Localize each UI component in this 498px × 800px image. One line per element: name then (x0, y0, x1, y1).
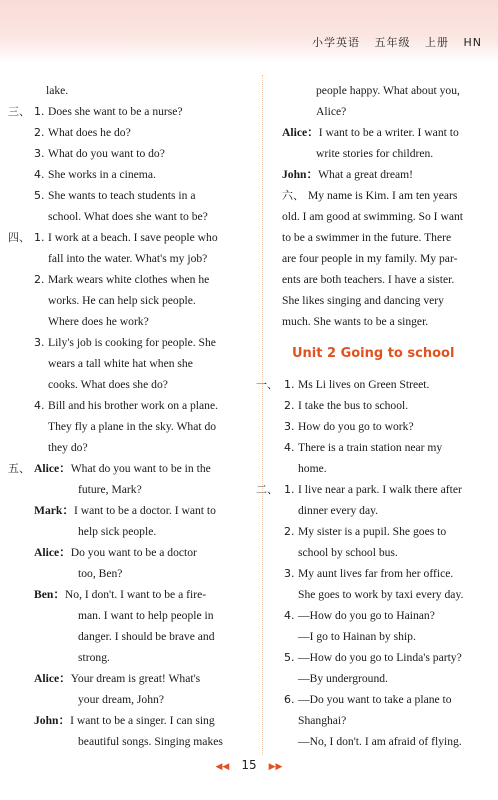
speaker-label: Alice： (34, 672, 71, 685)
item-number: 5. (284, 651, 295, 664)
item-number: 1. (284, 483, 295, 496)
next-arrows-icon: ▶▶ (268, 761, 283, 771)
text-line (8, 248, 244, 269)
text-line (282, 437, 490, 458)
line-text: school. What does she want to be? (48, 210, 208, 223)
text-line (8, 437, 244, 458)
text-line (282, 290, 490, 311)
page-footer (0, 756, 498, 774)
text-line (8, 563, 244, 584)
line-text: danger. I should be brave and (78, 630, 215, 643)
line-text: to be a swimmer in the future. There (282, 231, 452, 244)
item-number: 1. (34, 105, 45, 118)
item-number: 3. (284, 420, 295, 433)
header-subject: 小学英语 (312, 36, 360, 49)
line-text: wears a tall white hat when she (48, 357, 193, 370)
line-text: I want to be a writer. I want to (318, 126, 459, 139)
item-number: 4. (34, 399, 45, 412)
text-line (282, 122, 490, 143)
text-line (282, 269, 490, 290)
line-text: school by school bus. (298, 546, 398, 559)
header-text (302, 34, 482, 50)
item-number: 1. (34, 231, 45, 244)
line-text: man. I want to help people in (78, 609, 214, 622)
text-line (8, 500, 244, 521)
item-number: 1. (284, 378, 295, 391)
text-line (8, 122, 244, 143)
speaker-label: Mark： (34, 504, 74, 517)
line-text: ents are both teachers. I have a sister. (282, 273, 455, 286)
speaker-label: John： (282, 168, 319, 181)
text-line (8, 206, 244, 227)
line-text: —How do you go to Hainan? (298, 609, 435, 622)
item-number: 2. (284, 399, 295, 412)
section-marker: 三、 (8, 105, 30, 118)
line-text: Alice? (316, 105, 347, 118)
line-text: Does she want to be a nurse? (48, 105, 183, 118)
section-marker: 四、 (8, 231, 30, 244)
text-line (282, 689, 490, 710)
line-text: works. He can help sick people. (48, 294, 196, 307)
right-column (256, 80, 490, 752)
line-text: She goes to work by taxi every day. (298, 588, 464, 601)
line-text: home. (298, 462, 327, 475)
item-number: 4. (34, 168, 45, 181)
text-line (8, 731, 244, 752)
text-line (8, 416, 244, 437)
text-line (282, 164, 490, 185)
prev-arrows-icon: ◀◀ (215, 761, 230, 771)
page-number: 15 (241, 758, 257, 772)
line-text: She works in a cinema. (48, 168, 156, 181)
text-line (8, 143, 244, 164)
line-text: I want to be a singer. I can sing (70, 714, 215, 727)
line-text: are four people in my family. My par- (282, 252, 458, 265)
text-line (282, 416, 490, 437)
text-line (282, 143, 490, 164)
text-line (282, 185, 490, 206)
text-line (8, 101, 244, 122)
text-line (8, 521, 244, 542)
item-number: 3. (34, 147, 45, 160)
line-text: Your dream is great! What's (70, 672, 201, 685)
header-edition: HN (463, 36, 482, 49)
line-text: write stories for children. (316, 147, 434, 160)
text-line (8, 710, 244, 731)
text-line (282, 311, 490, 332)
line-text: people happy. What about you, (316, 84, 460, 97)
item-number: 2. (34, 126, 45, 139)
line-text: —By underground. (298, 672, 388, 685)
line-text: I want to be a doctor. I want to (73, 504, 216, 517)
text-line (8, 647, 244, 668)
text-line (8, 542, 244, 563)
line-text: How do you go to work? (298, 420, 414, 433)
text-line (8, 290, 244, 311)
line-text: My name is Kim. I am ten years (308, 189, 458, 202)
line-text: Shanghai? (298, 714, 347, 727)
text-line (282, 626, 490, 647)
item-number: 2. (284, 525, 295, 538)
text-line (282, 248, 490, 269)
line-text: Do you want to be a doctor (70, 546, 197, 559)
item-number: 3. (34, 336, 45, 349)
item-number: 3. (284, 567, 295, 580)
text-line (282, 731, 490, 752)
text-line (282, 500, 490, 521)
text-line (8, 332, 244, 353)
right-column-top (282, 80, 490, 332)
line-text: My sister is a pupil. She goes to (298, 525, 447, 538)
speaker-label: Alice： (282, 126, 319, 139)
text-line (282, 542, 490, 563)
line-text: strong. (78, 651, 110, 664)
page-header (0, 0, 498, 62)
line-text: They fly a plane in the sky. What do (48, 420, 217, 433)
line-text: fall into the water. What's my job? (48, 252, 208, 265)
text-line (8, 605, 244, 626)
line-text: I take the bus to school. (298, 399, 409, 412)
item-number: 6. (284, 693, 295, 706)
text-line (282, 458, 490, 479)
line-text: much. She wants to be a singer. (282, 315, 429, 328)
line-text: lake. (46, 84, 69, 97)
text-line (282, 101, 490, 122)
text-line (256, 374, 490, 395)
line-text: your dream, John? (78, 693, 164, 706)
speaker-label: John： (34, 714, 71, 727)
left-column (8, 80, 244, 752)
line-text: No, I don't. I want to be a fire- (64, 588, 207, 601)
text-line (8, 227, 244, 248)
line-text: they do? (48, 441, 88, 454)
line-text: I work at a beach. I save people who (48, 231, 218, 244)
speaker-label: Alice： (34, 546, 71, 559)
line-text: I live near a park. I walk there after (298, 483, 462, 496)
line-text: What do you want to do? (48, 147, 165, 160)
line-text: Bill and his brother work on a plane. (48, 399, 219, 412)
text-line (282, 710, 490, 731)
text-line (282, 395, 490, 416)
line-text: dinner every day. (298, 504, 379, 517)
line-text: —How do you go to Linda's party? (298, 651, 462, 664)
text-line (8, 353, 244, 374)
item-number: 4. (284, 441, 295, 454)
line-text: She wants to teach students in a (48, 189, 196, 202)
section-marker: 一、 (256, 378, 278, 391)
line-text: —Do you want to take a plane to (298, 693, 452, 706)
text-line (282, 80, 490, 101)
column-divider (262, 75, 263, 755)
header-grade: 五年级 (374, 36, 411, 49)
line-text: Mark wears white clothes when he (48, 273, 210, 286)
text-line (8, 689, 244, 710)
text-line (8, 164, 244, 185)
text-line (8, 479, 244, 500)
line-text: She likes singing and dancing very (282, 294, 444, 307)
line-text: old. I am good at swimming. So I want (282, 210, 463, 223)
right-column-bottom (256, 374, 490, 752)
line-text: —I go to Hainan by ship. (298, 630, 416, 643)
text-line (8, 311, 244, 332)
line-text: beautiful songs. Singing makes (78, 735, 223, 748)
unit-title: Unit 2 Going to school (292, 346, 455, 361)
text-line (282, 584, 490, 605)
text-line (282, 563, 490, 584)
line-text: There is a train station near my (298, 441, 443, 454)
speaker-label: Alice： (34, 462, 71, 475)
line-text: too, Ben? (78, 567, 123, 580)
text-line (8, 668, 244, 689)
text-line (8, 269, 244, 290)
section-marker: 六、 (282, 189, 304, 202)
line-text: What do you want to be in the (70, 462, 211, 475)
line-text: My aunt lives far from her office. (298, 567, 454, 580)
text-line (8, 80, 244, 101)
text-line (282, 227, 490, 248)
section-marker: 二、 (256, 483, 278, 496)
line-text: cooks. What does she do? (48, 378, 168, 391)
text-line (8, 374, 244, 395)
section-marker: 五、 (8, 462, 30, 475)
text-line (8, 458, 244, 479)
line-text: —No, I don't. I am afraid of flying. (298, 735, 462, 748)
speaker-label: Ben： (34, 588, 65, 601)
item-number: 5. (34, 189, 45, 202)
text-line (282, 605, 490, 626)
line-text: What does he do? (48, 126, 131, 139)
text-line (256, 479, 490, 500)
header-term: 上册 (425, 36, 449, 49)
text-line (282, 668, 490, 689)
text-line (8, 395, 244, 416)
item-number: 4. (284, 609, 295, 622)
text-line (8, 626, 244, 647)
line-text: Ms Li lives on Green Street. (298, 378, 430, 391)
line-text: Where does he work? (48, 315, 149, 328)
text-line (282, 647, 490, 668)
text-line (282, 206, 490, 227)
line-text: Lily's job is cooking for people. She (48, 336, 216, 349)
item-number: 2. (34, 273, 45, 286)
line-text: future, Mark? (78, 483, 142, 496)
text-line (282, 521, 490, 542)
text-line (8, 584, 244, 605)
line-text: help sick people. (78, 525, 157, 538)
line-text: What a great dream! (318, 168, 414, 181)
text-line (8, 185, 244, 206)
